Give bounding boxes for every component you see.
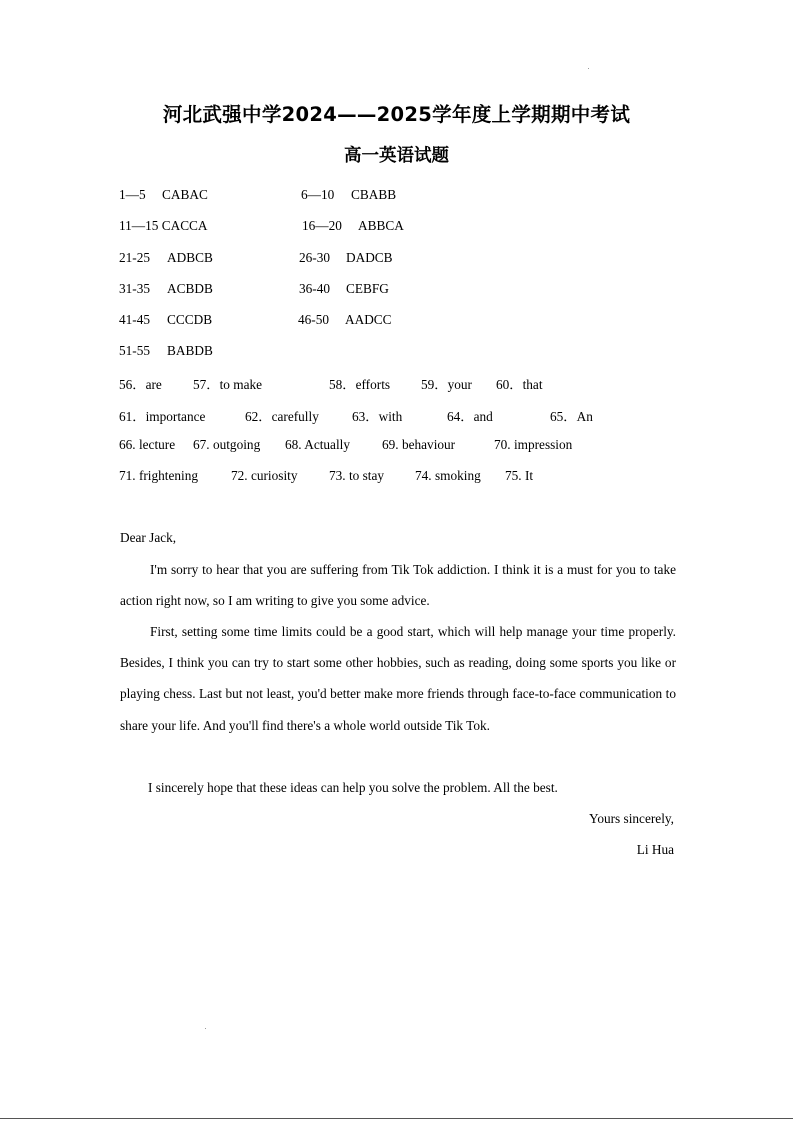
- letter-signature: Li Hua: [636, 842, 674, 857]
- answer-key: ABBCA: [358, 218, 404, 233]
- answer-range: 16—20: [302, 218, 342, 233]
- fill-answer: 61．importance: [119, 409, 206, 424]
- answer-key: CABAC: [162, 187, 208, 202]
- answer-key: ADBCB: [167, 250, 213, 265]
- answer-range: 46-50: [298, 312, 330, 327]
- letter-paragraph-1: I'm sorry to hear that you are suffering from Tik Tok addiction. I think it is a must for you to take action right now, so I am writing to give you some advice.: [120, 562, 676, 609]
- fill-answer: 56．are: [119, 377, 162, 392]
- letter-closing: Yours sincerely,: [589, 811, 674, 826]
- fill-answer: 69. behaviour: [382, 437, 456, 452]
- fill-answer: 57．to make: [193, 377, 263, 392]
- fill-answer: 68. Actually: [285, 437, 350, 452]
- fill-answer: 67. outgoing: [193, 437, 261, 452]
- fill-answer: 63．with: [352, 409, 403, 424]
- answer-key: ACBDB: [167, 281, 213, 296]
- speck-top: [588, 68, 589, 69]
- letter-paragraph-3: I sincerely hope that these ideas can help you solve the problem. All the best.: [148, 780, 558, 795]
- fill-answer: 71. frightening: [119, 468, 199, 483]
- answer-key: DADCB: [346, 250, 393, 265]
- answer-range: 51-55: [119, 343, 151, 358]
- page-bottom-edge: [0, 1118, 793, 1119]
- answer-range: 21-25: [119, 250, 151, 265]
- fill-answer: 66. lecture: [119, 437, 176, 452]
- fill-answer: 75. It: [505, 468, 534, 483]
- answer-range: 31-35: [119, 281, 151, 296]
- fill-answer: 73. to stay: [329, 468, 385, 483]
- answer-range: 41-45: [119, 312, 151, 327]
- letter-greeting: Dear Jack,: [120, 530, 177, 545]
- answer-key: CBABB: [351, 187, 397, 202]
- answer-key: BABDB: [167, 343, 213, 358]
- answer-key: AADCC: [345, 312, 392, 327]
- answer-key: CCCDB: [167, 312, 213, 327]
- speck-bottom: [205, 1028, 206, 1029]
- fill-answer: 58．efforts: [329, 377, 391, 392]
- answer-key: CEBFG: [346, 281, 389, 296]
- page-subtitle: 高一英语试题: [344, 146, 449, 166]
- answer-range: 26-30: [299, 250, 331, 265]
- fill-answer: 59．your: [421, 377, 472, 392]
- fill-answer: 74. smoking: [415, 468, 481, 483]
- answer-range: 6—10: [301, 187, 335, 202]
- fill-answer: 65．An: [550, 409, 593, 424]
- answer-range: 36-40: [299, 281, 331, 296]
- fill-answer: 64．and: [447, 409, 493, 424]
- answer-range: 1—5: [119, 187, 146, 202]
- letter-paragraph-2: First, setting some time limits could be a good start, which will help manage your time properly. Besides, I think you can try to start some other hobbies, such as reading, doing some sports you like or playing chess. Last but not least, you'd better make more friends through face-to-face communication to share your life. And you'll find there's a whole world outside Tik Tok.: [120, 624, 676, 733]
- answer-range: 11—15 CACCA: [119, 218, 208, 233]
- fill-answer: 62．carefully: [245, 409, 319, 424]
- page-title: 河北武强中学2024——2025学年度上学期期中考试: [162, 103, 631, 126]
- fill-answer: 70. impression: [494, 437, 573, 452]
- fill-answer: 60．that: [496, 377, 543, 392]
- fill-answer: 72. curiosity: [231, 468, 298, 483]
